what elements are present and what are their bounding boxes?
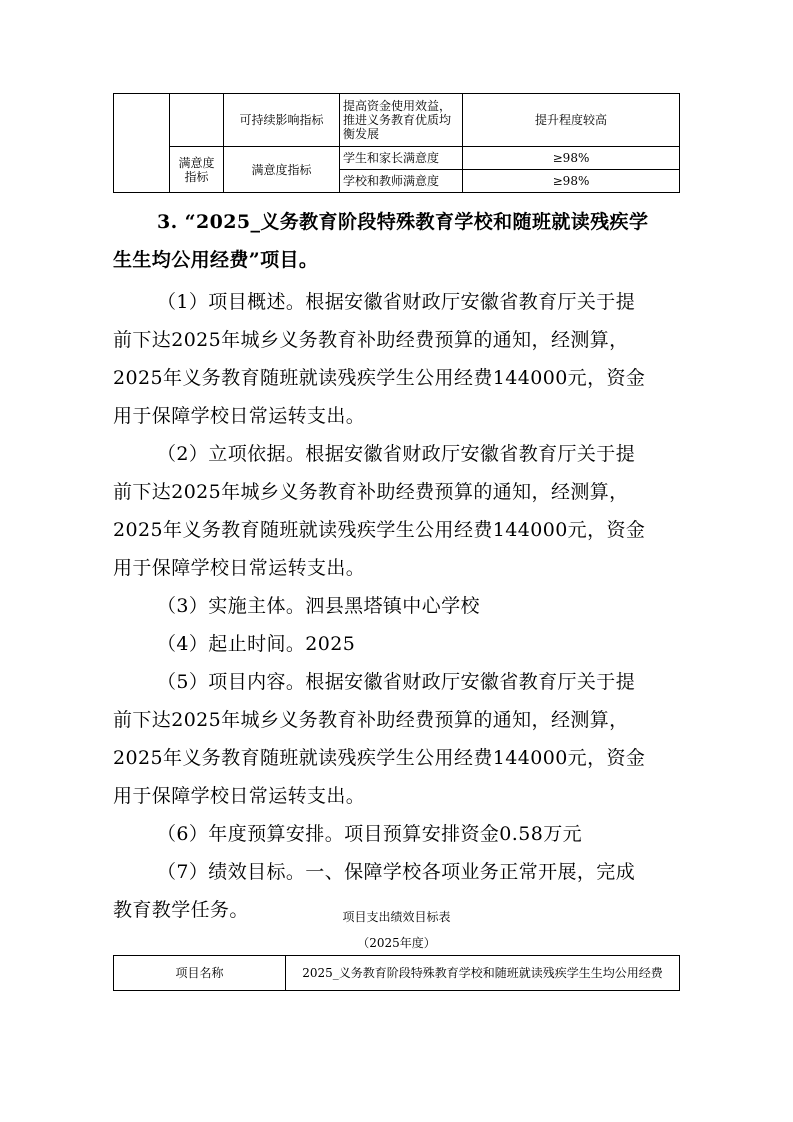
paragraph-content (113, 663, 693, 815)
text-line: （4）起止时间。2025 (157, 633, 356, 655)
heading-line: 3. “2025_义务教育阶段特殊教育学校和随班就读残疾学 (157, 211, 649, 233)
table-year: （2025年度） (357, 936, 436, 950)
text-line: 用于保障学校日常运转支出。 (113, 405, 366, 427)
table-cell: 提高资金使用效益，推进义务教育优质均衡发展 (340, 94, 463, 147)
table-cell-blank (170, 94, 224, 147)
text-line: 前下达2025年城乡义务教育补助经费预算的通知，经测算， (113, 709, 629, 731)
table-cell-blank (114, 94, 170, 193)
paragraph-budget (113, 815, 693, 853)
text-line: 2025年义务教育随班就读残疾学生公用经费144000元，资金 (113, 747, 646, 769)
paragraph-overview (113, 283, 693, 435)
text-line: 2025年义务教育随班就读残疾学生公用经费144000元，资金 (113, 367, 646, 389)
table-cell: ≥98% (463, 170, 680, 193)
text-line: （7）绩效目标。一、保障学校各项业务正常开展，完成 (157, 861, 636, 883)
table-cell: 满意度指标 (224, 147, 340, 193)
table-cell: 提升程度较高 (463, 94, 680, 147)
text-line: （1）项目概述。根据安徽省财政厅安徽省教育厅关于提 (157, 291, 636, 313)
table-caption: 项目支出绩效目标表 (342, 910, 451, 924)
paragraph-entity (113, 587, 693, 625)
text-line: （6）年度预算安排。项目预算安排资金0.58万元 (157, 823, 582, 845)
project-table (113, 955, 680, 991)
performance-indicator-table (113, 93, 680, 193)
text-line: 2025年义务教育随班就读残疾学生公用经费144000元，资金 (113, 519, 646, 541)
section-heading (113, 203, 693, 279)
text-line: （2）立项依据。根据安徽省财政厅安徽省教育厅关于提 (157, 443, 636, 465)
text-line: 前下达2025年城乡义务教育补助经费预算的通知，经测算， (113, 481, 629, 503)
table-cell: 学校和教师满意度 (340, 170, 463, 193)
text-line: 用于保障学校日常运转支出。 (113, 557, 366, 579)
text-line: （5）项目内容。根据安徽省财政厅安徽省教育厅关于提 (157, 671, 636, 693)
heading-line: 生生均公用经费”项目。 (113, 249, 319, 271)
table-cell: 满意度指标 (170, 147, 224, 193)
table-cell: 学生和家长满意度 (340, 147, 463, 170)
text-line: 前下达2025年城乡义务教育补助经费预算的通知，经测算， (113, 329, 629, 351)
table-cell: 可持续影响指标 (224, 94, 340, 147)
table-cell: ≥98% (463, 147, 680, 170)
table-cell-label: 项目名称 (114, 956, 286, 991)
paragraph-basis (113, 435, 693, 587)
table-cell-value: 2025_义务教育阶段特殊教育学校和随班就读残疾学生生均公用经费 (286, 956, 680, 991)
text-line: 教育教学任务。 (113, 899, 249, 921)
text-line: 用于保障学校日常运转支出。 (113, 785, 366, 807)
paragraph-period (113, 625, 693, 663)
text-line: （3）实施主体。泗县黑塔镇中心学校 (157, 595, 480, 617)
